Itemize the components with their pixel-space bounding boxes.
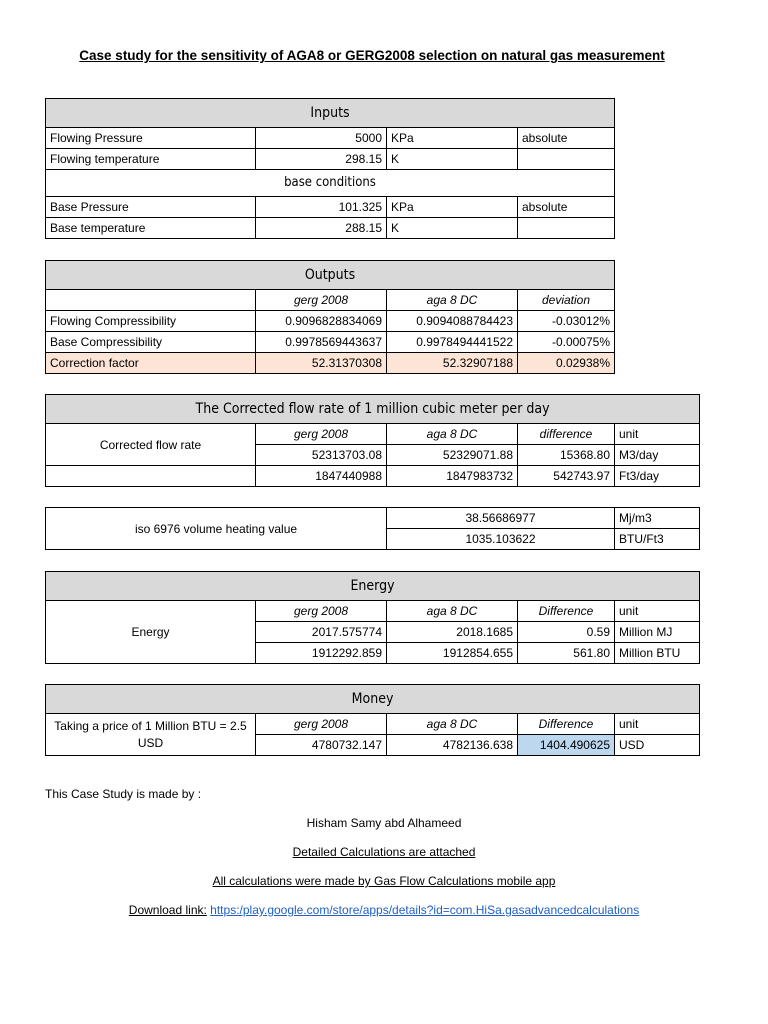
- col-header: aga 8 DC: [387, 714, 518, 735]
- col-header: unit: [615, 714, 700, 735]
- row-gerg: 4780732.147: [256, 735, 387, 756]
- heating-value: 1035.103622: [387, 529, 615, 550]
- table-row: [46, 218, 615, 239]
- table-row: [46, 311, 615, 332]
- col-header: aga 8 DC: [387, 424, 518, 445]
- base-conditions-header: base conditions: [46, 170, 615, 197]
- col-header: unit: [615, 601, 700, 622]
- page-title: Case study for the sensitivity of AGA8 or GERG2008 selection on natural gas measurement: [79, 48, 665, 63]
- row-unit: M3/day: [615, 445, 700, 466]
- outputs-table: [45, 260, 615, 374]
- col-header: gerg 2008: [256, 601, 387, 622]
- made-by-text: This Case Study is made by :: [45, 787, 202, 801]
- row-aga: 52.32907188: [387, 353, 518, 374]
- row-label: Flowing Compressibility: [46, 311, 256, 332]
- row-label: Base temperature: [46, 218, 256, 239]
- col-header: difference: [518, 424, 615, 445]
- heating-value: 38.56686977: [387, 508, 615, 529]
- row-gerg: 1847440988: [256, 466, 387, 487]
- heating-unit: BTU/Ft3: [615, 529, 700, 550]
- row-aga: 0.9094088784423: [387, 311, 518, 332]
- heating-label: iso 6976 volume heating value: [46, 508, 387, 550]
- money-header: Money: [46, 685, 700, 714]
- col-header: deviation: [518, 290, 615, 311]
- row-gerg: 2017.575774: [256, 622, 387, 643]
- row-gerg: 52313703.08: [256, 445, 387, 466]
- row-label: Base Compressibility: [46, 332, 256, 353]
- row-unit: K: [387, 218, 518, 239]
- inputs-table: [45, 98, 615, 239]
- heating-unit: Mj/m3: [615, 508, 700, 529]
- inputs-header: Inputs: [46, 99, 615, 128]
- row-label: Correction factor: [46, 353, 256, 374]
- row-deviation: -0.03012%: [518, 311, 615, 332]
- col-header: gerg 2008: [256, 424, 387, 445]
- row-note: [518, 218, 615, 239]
- row-difference: 0.59: [518, 622, 615, 643]
- download-link[interactable]: https:/play.google.com/store/apps/details?id=com.HiSa.gasadvancedcalculations: [210, 903, 640, 917]
- row-unit: KPa: [387, 197, 518, 218]
- row-difference: 561.80: [518, 643, 615, 664]
- col-header: gerg 2008: [256, 290, 387, 311]
- flow-rate-header: The Corrected flow rate of 1 million cubic meter per day: [46, 395, 700, 424]
- col-header: Difference: [518, 714, 615, 735]
- table-row: [46, 128, 615, 149]
- row-label: Flowing temperature: [46, 149, 256, 170]
- row-unit: Ft3/day: [615, 466, 700, 487]
- table-header-row: [46, 601, 700, 622]
- download-label: Download link:: [128, 903, 207, 917]
- row-label: Flowing Pressure: [46, 128, 256, 149]
- money-label: Taking a price of 1 Million BTU = 2.5 USD: [46, 714, 256, 756]
- author-name: Hisham Samy abd Alhameed: [306, 816, 462, 830]
- row-aga: 1912854.655: [387, 643, 518, 664]
- energy-label: Energy: [46, 601, 256, 664]
- row-unit: Million MJ: [615, 622, 700, 643]
- heating-value-table: [45, 507, 700, 550]
- row-note: absolute: [518, 197, 615, 218]
- col-header: aga 8 DC: [387, 290, 518, 311]
- outputs-header: Outputs: [46, 261, 615, 290]
- row-gerg: 52.31370308: [256, 353, 387, 374]
- table-row: [46, 197, 615, 218]
- row-aga: 1847983732: [387, 466, 518, 487]
- row-value: 288.15: [256, 218, 387, 239]
- app-note: All calculations were made by Gas Flow Calculations mobile app: [212, 874, 556, 888]
- row-gerg: 0.9096828834069: [256, 311, 387, 332]
- row-aga: 0.9978494441522: [387, 332, 518, 353]
- row-difference: 542743.97: [518, 466, 615, 487]
- row-unit: USD: [615, 735, 700, 756]
- row-unit: Million BTU: [615, 643, 700, 664]
- row-gerg: 1912292.859: [256, 643, 387, 664]
- flow-rate-table: [45, 394, 700, 487]
- money-table: [45, 684, 700, 756]
- table-row: [46, 508, 700, 529]
- row-gerg: 0.9978569443637: [256, 332, 387, 353]
- table-row: [46, 466, 700, 487]
- empty-cell: [46, 290, 256, 311]
- row-difference: 15368.80: [518, 445, 615, 466]
- table-row: [46, 149, 615, 170]
- col-header: Difference: [518, 601, 615, 622]
- row-unit: K: [387, 149, 518, 170]
- empty-cell: [46, 466, 256, 487]
- row-label: Base Pressure: [46, 197, 256, 218]
- row-aga: 2018.1685: [387, 622, 518, 643]
- attached-note: Detailed Calculations are attached: [292, 845, 476, 859]
- row-value: 5000: [256, 128, 387, 149]
- download-line: [0, 903, 768, 917]
- row-difference: 1404.490625: [518, 735, 615, 756]
- row-unit: KPa: [387, 128, 518, 149]
- row-deviation: -0.00075%: [518, 332, 615, 353]
- row-value: 101.325: [256, 197, 387, 218]
- row-value: 298.15: [256, 149, 387, 170]
- flow-rate-label: Corrected flow rate: [46, 424, 256, 466]
- row-aga: 4782136.638: [387, 735, 518, 756]
- energy-header: Energy: [46, 572, 700, 601]
- table-header-row: [46, 714, 700, 735]
- col-header: aga 8 DC: [387, 601, 518, 622]
- row-note: [518, 149, 615, 170]
- table-header-row: [46, 290, 615, 311]
- table-header-row: [46, 424, 700, 445]
- table-row: [46, 332, 615, 353]
- energy-table: [45, 571, 700, 664]
- col-header: gerg 2008: [256, 714, 387, 735]
- table-row-highlight: [46, 353, 615, 374]
- row-aga: 52329071.88: [387, 445, 518, 466]
- row-note: absolute: [518, 128, 615, 149]
- col-header: unit: [615, 424, 700, 445]
- row-deviation: 0.02938%: [518, 353, 615, 374]
